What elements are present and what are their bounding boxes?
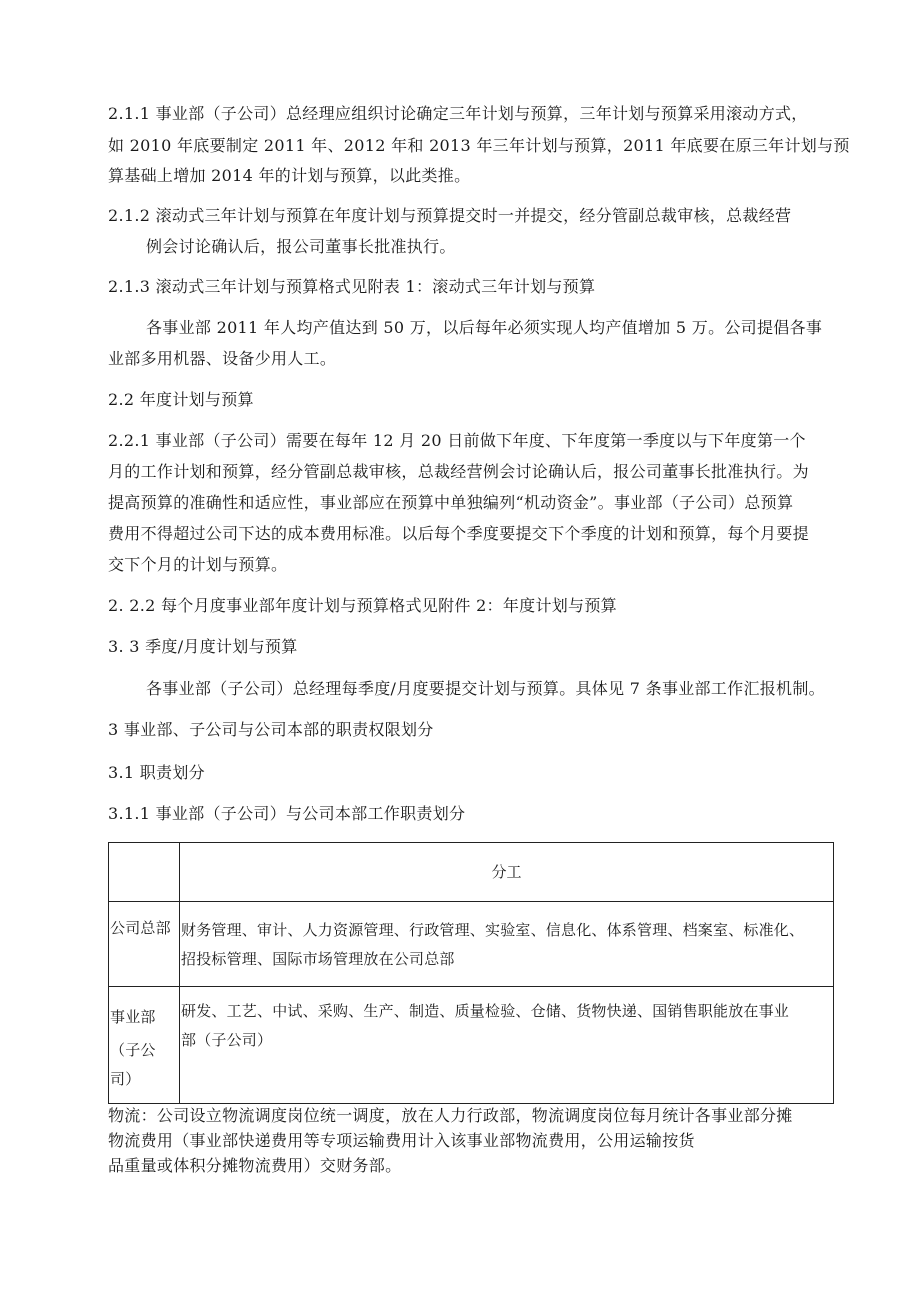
logistics-line-3: 品重量或体积分摊物流费用）交财务部。 [108,1156,402,1175]
section-2-2-1-line-2: 月的工作计划和预算，经分管副总裁审核，总裁经营例会讨论确认后，报公司董事长批准执行。为 [108,462,809,481]
row-content-cell [180,902,834,987]
section-2-2-1-line-1: 2.2.1 事业部（子公司）需要在每年 12 月 20 日前做下年度、下年度第一季度以与下年度第一个 [108,431,806,450]
section-3-3-heading: 3. 3 季度/月度计划与预算 [108,637,298,656]
row-content-cell [180,987,834,1104]
row-content-line: 招投标管理、国际市场管理放在公司总部 [181,950,455,968]
row-label-cell [109,902,180,987]
row-content-line: 财务管理、审计、人力资源管理、行政管理、实验室、信息化、体系管理、档案室、标准化、 [181,921,805,939]
row-label-line: （子公 [110,1041,156,1059]
duty-division-table [108,842,834,1104]
section-3-1-1-heading: 3.1.1 事业部（子公司）与公司本部工作职责划分 [108,804,466,823]
section-2-1-3: 2.1.3 滚动式三年计划与预算格式见附表 1：滚动式三年计划与预算 [108,277,596,296]
table-header-empty-cell [109,843,180,902]
quarter-paragraph: 各事业部（子公司）总经理每季度/月度要提交计划与预算。具体见 7 条事业部工作汇报机制。 [146,679,825,698]
section-2-2-heading: 2.2 年度计划与预算 [108,390,254,409]
row-content-line: 研发、工艺、中试、采购、生产、制造、质量检验、仓储、货物快递、国销售职能放在事业 [181,1002,790,1020]
section-2-2-2: 2. 2.2 每个月度事业部年度计划与预算格式见附件 2：年度计划与预算 [108,596,617,615]
output-paragraph-line-1: 各事业部 2011 年人均产值达到 50 万，以后每年必须实现人均产值增加 5 万。公司提倡各事 [146,318,823,337]
row-label-hq: 公司总部 [110,919,171,937]
section-2-1-2-line-2: 例会讨论确认后，报公司董事长批准执行。 [146,237,456,256]
section-3-1-heading: 3.1 职责划分 [108,763,205,782]
section-2-1-2-line-1: 2.1.2 滚动式三年计划与预算在年度计划与预算提交时一并提交，经分管副总裁审核，总裁经营 [108,206,792,225]
row-label-cell [109,987,180,1104]
table-row [109,902,834,987]
row-content-line: 部（子公司） [181,1031,273,1049]
table-row [109,987,834,1104]
section-2-2-1-line-3: 提高预算的准确性和适应性，事业部应在预算中单独编列“机动资金”。事业部（子公司）总预算 [108,493,794,512]
output-paragraph-line-2: 业部多用机器、设备少用人工。 [108,349,337,368]
section-2-1-1-line-3: 算基础上增加 2014 年的计划与预算，以此类推。 [108,166,471,185]
table-header-cell: 分工 [180,843,834,902]
row-label-line: 事业部 [110,1008,156,1026]
chapter-3-heading: 3 事业部、子公司与公司本部的职责权限划分 [108,720,434,739]
section-2-2-1-line-5: 交下个月的计划与预算。 [108,555,288,574]
table-header-row [109,843,834,902]
logistics-line-2: 物流费用（事业部快递费用等专项运输费用计入该事业部物流费用，公用运输按货 [108,1131,695,1150]
row-label-line: 司） [110,1070,141,1088]
section-2-1-1-line-2: 如 2010 年底要制定 2011 年、2012 年和 2013 年三年计划与预算，2011 年底要在原三年计划与预 [108,136,850,155]
logistics-line-1: 物流：公司设立物流调度岗位统一调度，放在人力行政部，物流调度岗位每月统计各事业部分摊 [108,1106,793,1125]
section-2-1-1-line-1: 2.1.1 事业部（子公司）总经理应组织讨论确定三年计划与预算，三年计划与预算采用滚动方式， [108,104,808,123]
section-2-2-1-line-4: 费用不得超过公司下达的成本费用标准。以后每个季度要提交下个季度的计划和预算，每个月要提 [108,524,809,543]
